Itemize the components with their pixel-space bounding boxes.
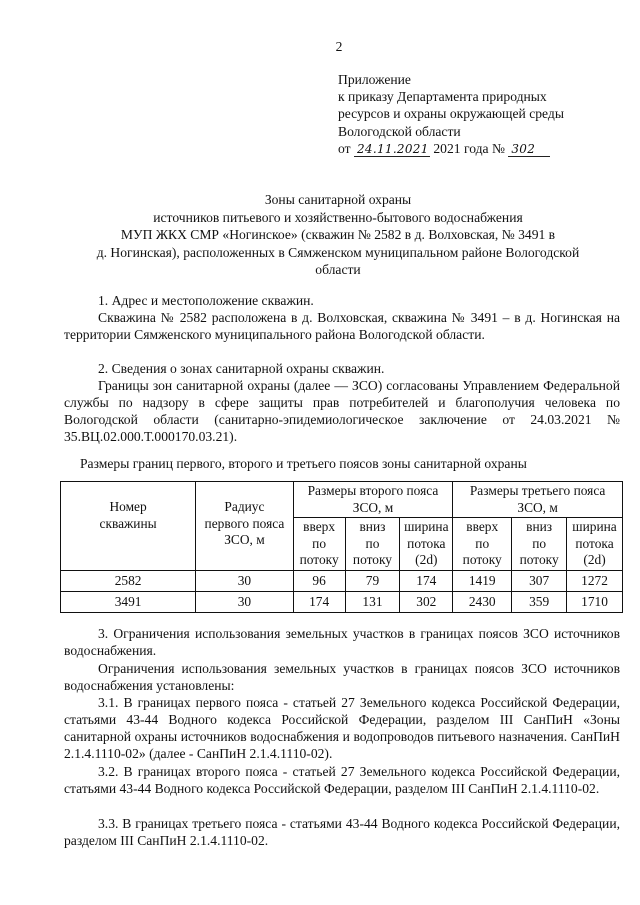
title-line: МУП ЖКХ СМР «Ногинское» (скважин № 2582 в д. Волховская, № 3491 в: [120, 227, 556, 243]
approval-line: Приложение: [338, 72, 411, 87]
title-line: Зоны санитарной охраны: [264, 192, 412, 207]
table-cell: 79: [345, 570, 400, 591]
table-cell: 131: [345, 591, 400, 612]
section-1-heading: 1. Адрес и местоположение скважин.: [98, 293, 314, 308]
page-number: 2: [335, 39, 343, 54]
header-text: Размеры второго пояса: [307, 483, 439, 498]
header-second-belt: [293, 482, 453, 518]
subheader-down: вниз по потоку: [345, 518, 400, 571]
header-text: первого пояса: [204, 515, 285, 531]
title-line: д. Ногинская), расположенных в Сямженском муниципальном районе Вологодской: [96, 244, 580, 260]
table-cell: 359: [512, 591, 567, 612]
table-cell: 307: [512, 570, 567, 591]
date-prefix: от: [338, 140, 351, 156]
table-cell: 1272: [567, 570, 623, 591]
header-well: [61, 482, 196, 571]
table-cell: 302: [400, 591, 453, 612]
header-third-belt: [453, 482, 623, 518]
section-3-2-text: 3.2. В границах второго пояса - статьей 27 Земельного кодекса Российской Федерации, статьями 43-44 Водного кодекса Российской Федерации, разделом III СанПиН 2.1.4.1110-02.: [64, 764, 620, 796]
subheader-width: ширина потока (2d): [567, 518, 623, 571]
table-cell: 2582: [61, 570, 196, 591]
header-radius: [196, 482, 294, 571]
table-cell: 96: [293, 570, 345, 591]
subheader-up: вверх по потоку: [293, 518, 345, 571]
section-1-text: Скважина № 2582 расположена в д. Волховская, скважина № 3491 – в д. Ногинская на территории Сямженского муниципального района Вологодской области.: [64, 310, 620, 342]
zones-table: [60, 481, 623, 613]
approval-line: ресурсов и охраны окружающей среды: [338, 106, 564, 122]
header-text: ЗСО, м: [224, 532, 265, 548]
section-3-text: Ограничения использования земельных участков в границах поясов ЗСО источников водоснабжения установлены:: [64, 661, 620, 693]
document-title: [64, 191, 612, 279]
approval-date-line: [338, 140, 628, 157]
header-text: Радиус: [224, 499, 265, 514]
header-text: Номер: [109, 499, 147, 514]
table-cell: 174: [293, 591, 345, 612]
title-line: области: [315, 262, 361, 278]
table-cell: 174: [400, 570, 453, 591]
section-2-text: Границы зон санитарной охраны (далее — ЗСО) согласованы Управлением Федеральной службы по надзору в сфере защиты прав потребителей и благополучия человека по Вологодской области (санитарно-эпидемиологическое заключение от 24.03.2021 № 35.ВЦ.02.000.Т.000170.03.21).: [64, 378, 620, 444]
approval-line: к приказу Департамента природных: [338, 89, 547, 105]
date-suffix: 2021 года №: [433, 140, 505, 156]
table-cell: 1419: [453, 570, 512, 591]
title-line: источников питьевого и хозяйственно-бытового водоснабжения: [153, 209, 523, 225]
approval-block: [338, 71, 628, 157]
header-text: Размеры третьего пояса: [469, 483, 606, 498]
table-cell: 2430: [453, 591, 512, 612]
table-cell: 30: [196, 591, 294, 612]
header-text: скважины: [99, 515, 157, 531]
handwritten-number: 302: [508, 142, 550, 157]
table-header-row: [61, 482, 623, 518]
approval-line: Вологодской области: [338, 123, 461, 139]
header-text: ЗСО, м: [517, 499, 558, 515]
table-cell: 30: [196, 570, 294, 591]
section-3-1-text: 3.1. В границах первого пояса - статьей 27 Земельного кодекса Российской Федерации, статьями 43-44 Водного кодекса Российской Федерации, разделом III СанПиН «Зоны санитарной охраны источников водоснабжения и водопроводов питьевого назначения. СанПиН 2.1.4.1110-02» (далее - СанПиН 2.1.4.1110-02).: [64, 695, 620, 761]
table-cell: 1710: [567, 591, 623, 612]
handwritten-date: 24.11.2021: [354, 142, 430, 157]
table-row: [61, 570, 623, 591]
subheader-width: ширина потока (2d): [400, 518, 453, 571]
table-caption: Размеры границ первого, второго и третьего поясов зоны санитарной охраны: [80, 456, 527, 471]
subheader-down: вниз по потоку: [512, 518, 567, 571]
subheader-up: вверх по потоку: [453, 518, 512, 571]
section-2-heading: 2. Сведения о зонах санитарной охраны скважин.: [98, 361, 385, 376]
table-row: [61, 591, 623, 612]
header-text: ЗСО, м: [352, 499, 394, 515]
table-cell: 3491: [61, 591, 196, 612]
section-3-3-text: 3.3. В границах третьего пояса - статьями 43-44 Водного кодекса Российской Федерации, разделом III СанПиН 2.1.4.1110-02.: [64, 816, 620, 848]
section-3-heading: 3. Ограничения использования земельных участков в границах поясов ЗСО источников водоснабжения.: [64, 626, 620, 658]
